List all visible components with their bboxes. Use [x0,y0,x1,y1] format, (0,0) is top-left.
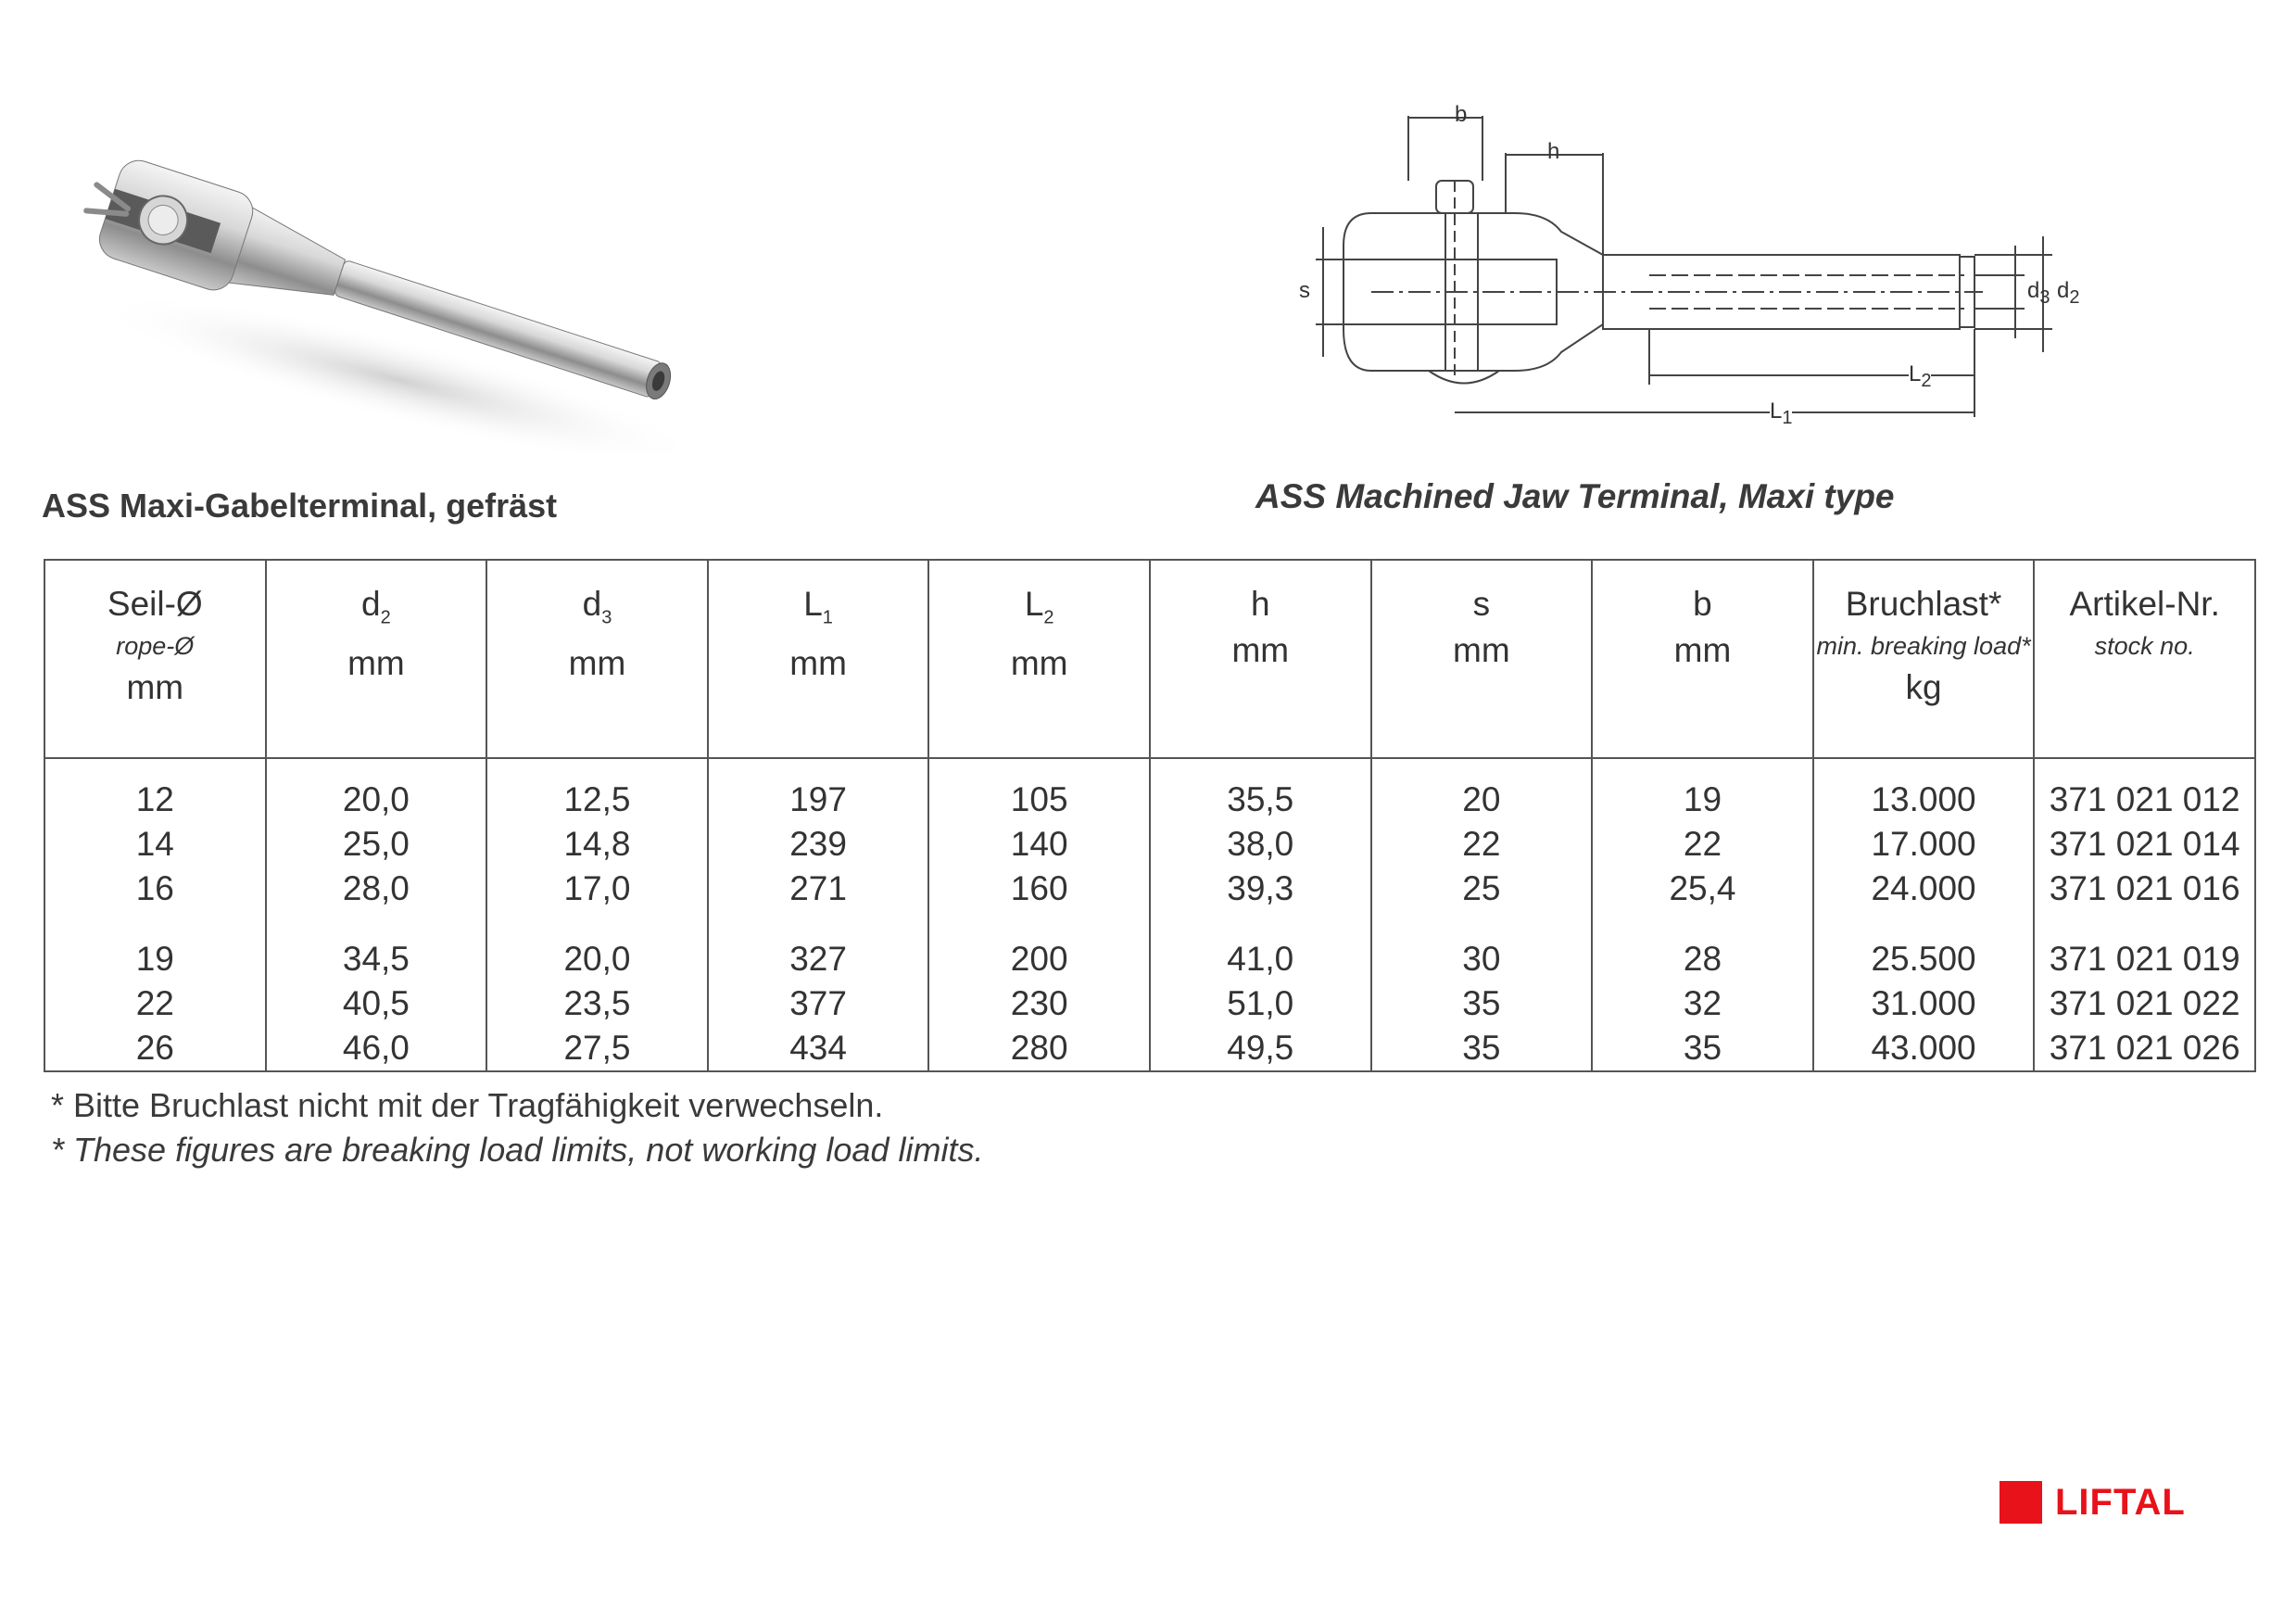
header-L2: $L_2$ mm [928,560,1150,758]
label-d2: $d_2$ [2057,278,2080,308]
logo-square-icon [2000,1481,2042,1524]
spec-table [44,559,2256,1072]
header-d3: $d_3$ mm [486,560,708,758]
table-body-row [44,758,2255,1071]
label-d3: $d_3$ [2027,278,2050,308]
header-b: b mm [1592,560,1813,758]
liftal-logo [2000,1481,2186,1524]
column-s: 20 22 25 30 35 35 [1371,758,1593,1071]
column-h: 35,5 38,0 39,3 41,0 51,0 49,5 [1150,758,1371,1071]
column-d2: 20,0 25,0 28,0 34,5 40,5 46,0 [266,758,487,1071]
drawing-label-layer [1299,97,2205,440]
label-s: s [1299,278,1310,303]
footnote-german: * Bitte Bruchlast nicht mit der Tragfähigkeit verwechseln. [51,1086,884,1124]
header-d2: $d_2$ mm [266,560,487,758]
header-stock-no: Artikel-Nr. stock no. [2034,560,2255,758]
header-L1: $L_1$ mm [708,560,929,758]
footnote-english: * These figures are breaking load limits, not working load limits. [51,1131,984,1169]
header-breaking-load: Bruchlast* min. breaking load* kg [1813,560,2035,758]
label-L2: $L_2$ [1909,361,1932,391]
column-stock-no: 371 021 012 371 021 014 371 021 016 371 021 019 371 021 022 371 021 026 [2034,758,2255,1071]
column-b: 19 22 25,4 28 32 35 [1592,758,1813,1071]
label-L1: $L_1$ [1770,399,1793,428]
title-german: ASS Maxi-Gabelterminal, gefräst [42,487,558,525]
column-L1: 197 239 271 327 377 434 [708,758,929,1071]
product-photo [65,148,695,454]
title-english: ASS Machined Jaw Terminal, Maxi type [1255,477,1895,515]
logo-text: LIFTAL [2055,1481,2186,1523]
column-rope-diameter: 12 14 16 19 22 26 [44,758,266,1071]
column-L2: 105 140 160 200 230 280 [928,758,1150,1071]
column-d3: 12,5 14,8 17,0 20,0 23,5 27,5 [486,758,708,1071]
column-breaking-load: 13.000 17.000 24.000 25.500 31.000 43.000 [1813,758,2035,1071]
header-h: h mm [1150,560,1371,758]
table-header-row [44,560,2255,758]
header-s: s mm [1371,560,1593,758]
label-h: h [1547,139,1560,164]
header-rope-diameter: Seil-Ø rope-Ø mm [44,560,266,758]
label-b: b [1455,102,1468,127]
